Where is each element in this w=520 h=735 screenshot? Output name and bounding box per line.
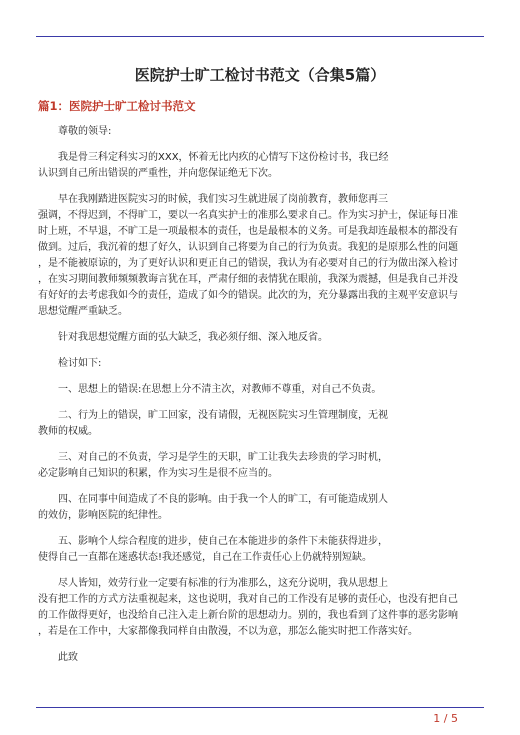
paragraph-closing: 此致	[58, 652, 78, 663]
paragraph: 尽人皆知，效劳行业一定要有标准的行为准那么，这充分说明，我从思想上 没有把工作的方式方法重视起来，这也说明，我对自己的工作没有足够的责任心，也没有把自己 的工作做得更好，也没给自己注入走上新台阶的思想动力。别的，我也看到了这件事的恶劣影响 ，若是在工作中，大家都像我同样自由散漫，不以为意，那怎么能实时把工作落实好。	[38, 578, 458, 637]
paragraph: 早在我刚踏进医院实习的时候，我们实习生就进展了岗前教育，教师您再三 强调，不得迟到，不得旷工，要以一名真实护士的准那么要求自己。作为实习护士，保证每日准 时上班，不早退，不旷工是一项最根本的责任，也是最根本的义务。可是我却连最根本的都没有 做到。过后，我沉着的想了好久，认识到自己将要为自己的行为负责。我犯的是原那么性的问题 ，是不能被原谅的，为了更好认识和更正自己的错误，我认为有必要对自己的行为做出深入检讨 ，在实习期间教师频频教诲言犹在耳，严肃仔细的表情犹在眼前，我深为震撼，但是我自己并没 有好好的去考虑我如今的责任，造成了如今的错误。此次的为，充分暴露出我的主观平安意识与 思想觉醒严重缺乏。	[38, 194, 458, 317]
paragraph: 五、影响个人综合程度的进步，使自己在本能进步的条件下未能获得进步， 使得自己一直都在迷惑状态!我还感觉，自己在工作责任心上仍就特别短缺。	[38, 536, 388, 563]
paragraph: 针对我思想觉醒方面的弘大缺乏，我必须仔细、深入地反省。	[58, 332, 328, 343]
document-body	[38, 124, 486, 676]
paragraph: 一、思想上的错误:在思想上分不清主次，对教师不尊重，对自己不负责。	[58, 384, 382, 395]
paragraph: 三、对自己的不负责，学习是学生的天职，旷工让我失去珍贵的学习时机， 必定影响自己知识的积累，作为实习生是很不应当的。	[38, 452, 388, 479]
paragraph: 检讨如下:	[58, 358, 102, 369]
page-number: 1 / 5	[433, 712, 458, 725]
paragraph: 四、在同事中间造成了不良的影响。由于我一个人的旷工，有可能造成别人 的效仿，影响医院的纪律性。	[38, 494, 388, 521]
footer-rule	[36, 707, 484, 708]
paragraph-salutation: 尊敬的领导:	[58, 126, 112, 137]
paragraph: 我是骨三科定科实习的XXX，怀着无比内疚的心情写下这份检讨书，我已经 认识到自己所出错误的严重性，并向您保证绝无下次。	[38, 152, 389, 179]
header-rule	[36, 36, 484, 37]
paragraph: 二、行为上的错误，旷工回家，没有请假，无视医院实习生管理制度，无视 教师的权威。	[38, 410, 388, 437]
section-heading: 篇1：医院护士旷工检讨书范文	[38, 99, 196, 113]
document-title: 医院护士旷工检讨书范文（合集5篇）	[134, 66, 386, 84]
